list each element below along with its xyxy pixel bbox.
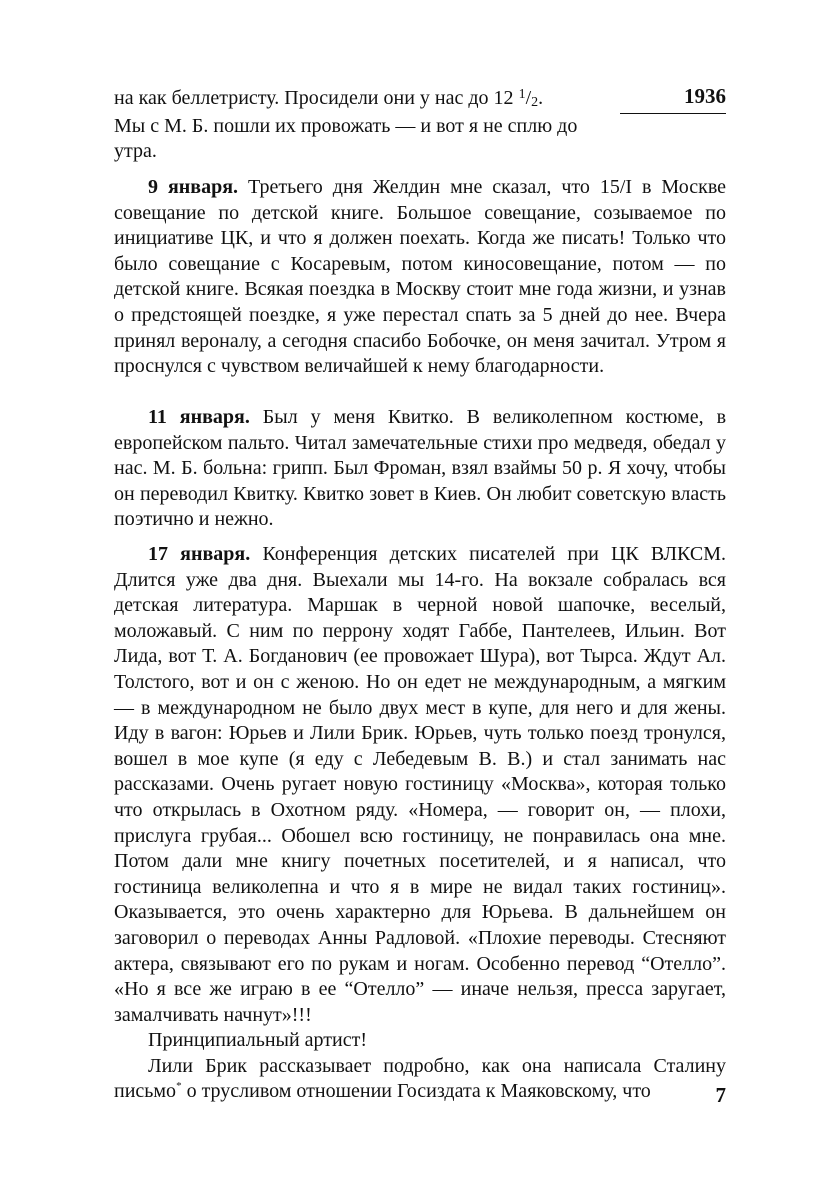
entry-paragraph (114, 542, 726, 1028)
entry-date: 17 января. (148, 543, 251, 565)
running-header-year: 1936 (684, 84, 726, 108)
entry-text: Конференция детских писателей при ЦК ВЛКСМ. Длится уже два дня. Выехали мы 14-го. На вокзале собралась вся детская литература. Маршак в черной новой шапочке, веселый, моложавый. С ним по перрону ходят Габбе, Пантелеев, Ильин. Вот Лида, вот Т. А. Богданович (ее провожает Шура), вот Тырса. Ждут Ал. Толстого, вот и он с женою. Но он едет не международным, а мягким — в международном не было двух мест в купе, для него и для жены. Иду в вагон: Юрьев и Лили Брик. Юрьев, чуть только поезд тронулся, вошел в мое купе (я еду с Лебедевым В. В.) и стал занимать нас рассказами. Очень ругает новую гостиницу «Москва», которая только что открылась в Охотном ряду. «Номера, — говорит он, — плохи, прислуга грубая... Обошел всю гостиницу, не понравилась она мне. Потом дали мне книгу почетных посетителей, и я написал, что гостиница великолепна и что я в мире не видал таких гостиниц». Оказывается, это очень характерно для Юрьева. В дальнейшем он заговорил о переводах Анны Радловой. «Плохие переводы. Стесняют актера, связывают его по рукам и ногам. Особенно перевод “Отелло”. «Но я все же играю в ее “Отелло” — иначе нельзя, пресса заругает, замалчивать начнут»!!! (114, 543, 727, 1026)
entry-paragraph: Лили Брик рассказывает подробно, как она написала Сталину письмо* о трусливом отношении Госиздата к Маяковскому, что (114, 1054, 726, 1103)
entry-text: Был у меня Квитко. В великолепном костюме, в европейском пальто. Читал замечательные стихи про медведя, обедал у нас. М. Б. больна: грипп. Был Фроман, взял взаймы 50 р. Я хочу, чтобы он переводил Квитку. Квитко зовет в Киев. Он любит советскую власть поэтично и нежно. (114, 406, 727, 531)
diary-entry (114, 542, 726, 1108)
continuation-line-1: на как беллетристу. Просидели они у нас до 12 $^1$/2. (114, 87, 544, 110)
header-rule (620, 113, 726, 114)
diary-entry (114, 405, 726, 533)
fraction-numerator: 1 (518, 87, 526, 102)
diary-entry (114, 175, 726, 380)
entry-date: 9 января. (148, 176, 239, 198)
entry-text: Третьего дня Желдин мне сказал, что 15/I в Москве совещание по детской книге. Большое совещание, созываемое по инициативе ЦК, и что я должен поехать. Когда же писать! Только что было совещание с Косаревым, потом киносовещание, потом — по детской книге. Всякая поездка в Москву стоит мне года жизни, и узнав о предстоящей поездке, я уже перестал спать за 5 дней до нее. Вчера принял вероналу, а сегодня спасибо Бобочке, он меня зачитал. Утром я проснулся с чувством величайшей к нему благодарности. (114, 176, 727, 378)
page-number: 7 (715, 1083, 726, 1107)
fraction-denominator: 2 (531, 95, 539, 110)
entry-paragraph (114, 175, 726, 380)
continuation-line-2: Мы с М. Б. пошли их провожать — и вот я не сплю до утра. (114, 114, 578, 163)
entry-date: 11 января. (148, 406, 250, 428)
footnote-marker: * (176, 1080, 182, 1093)
entry-paragraph: Принципиальный артист! (148, 1029, 367, 1052)
entry-paragraph (114, 405, 726, 533)
continuation-paragraph (114, 86, 604, 165)
